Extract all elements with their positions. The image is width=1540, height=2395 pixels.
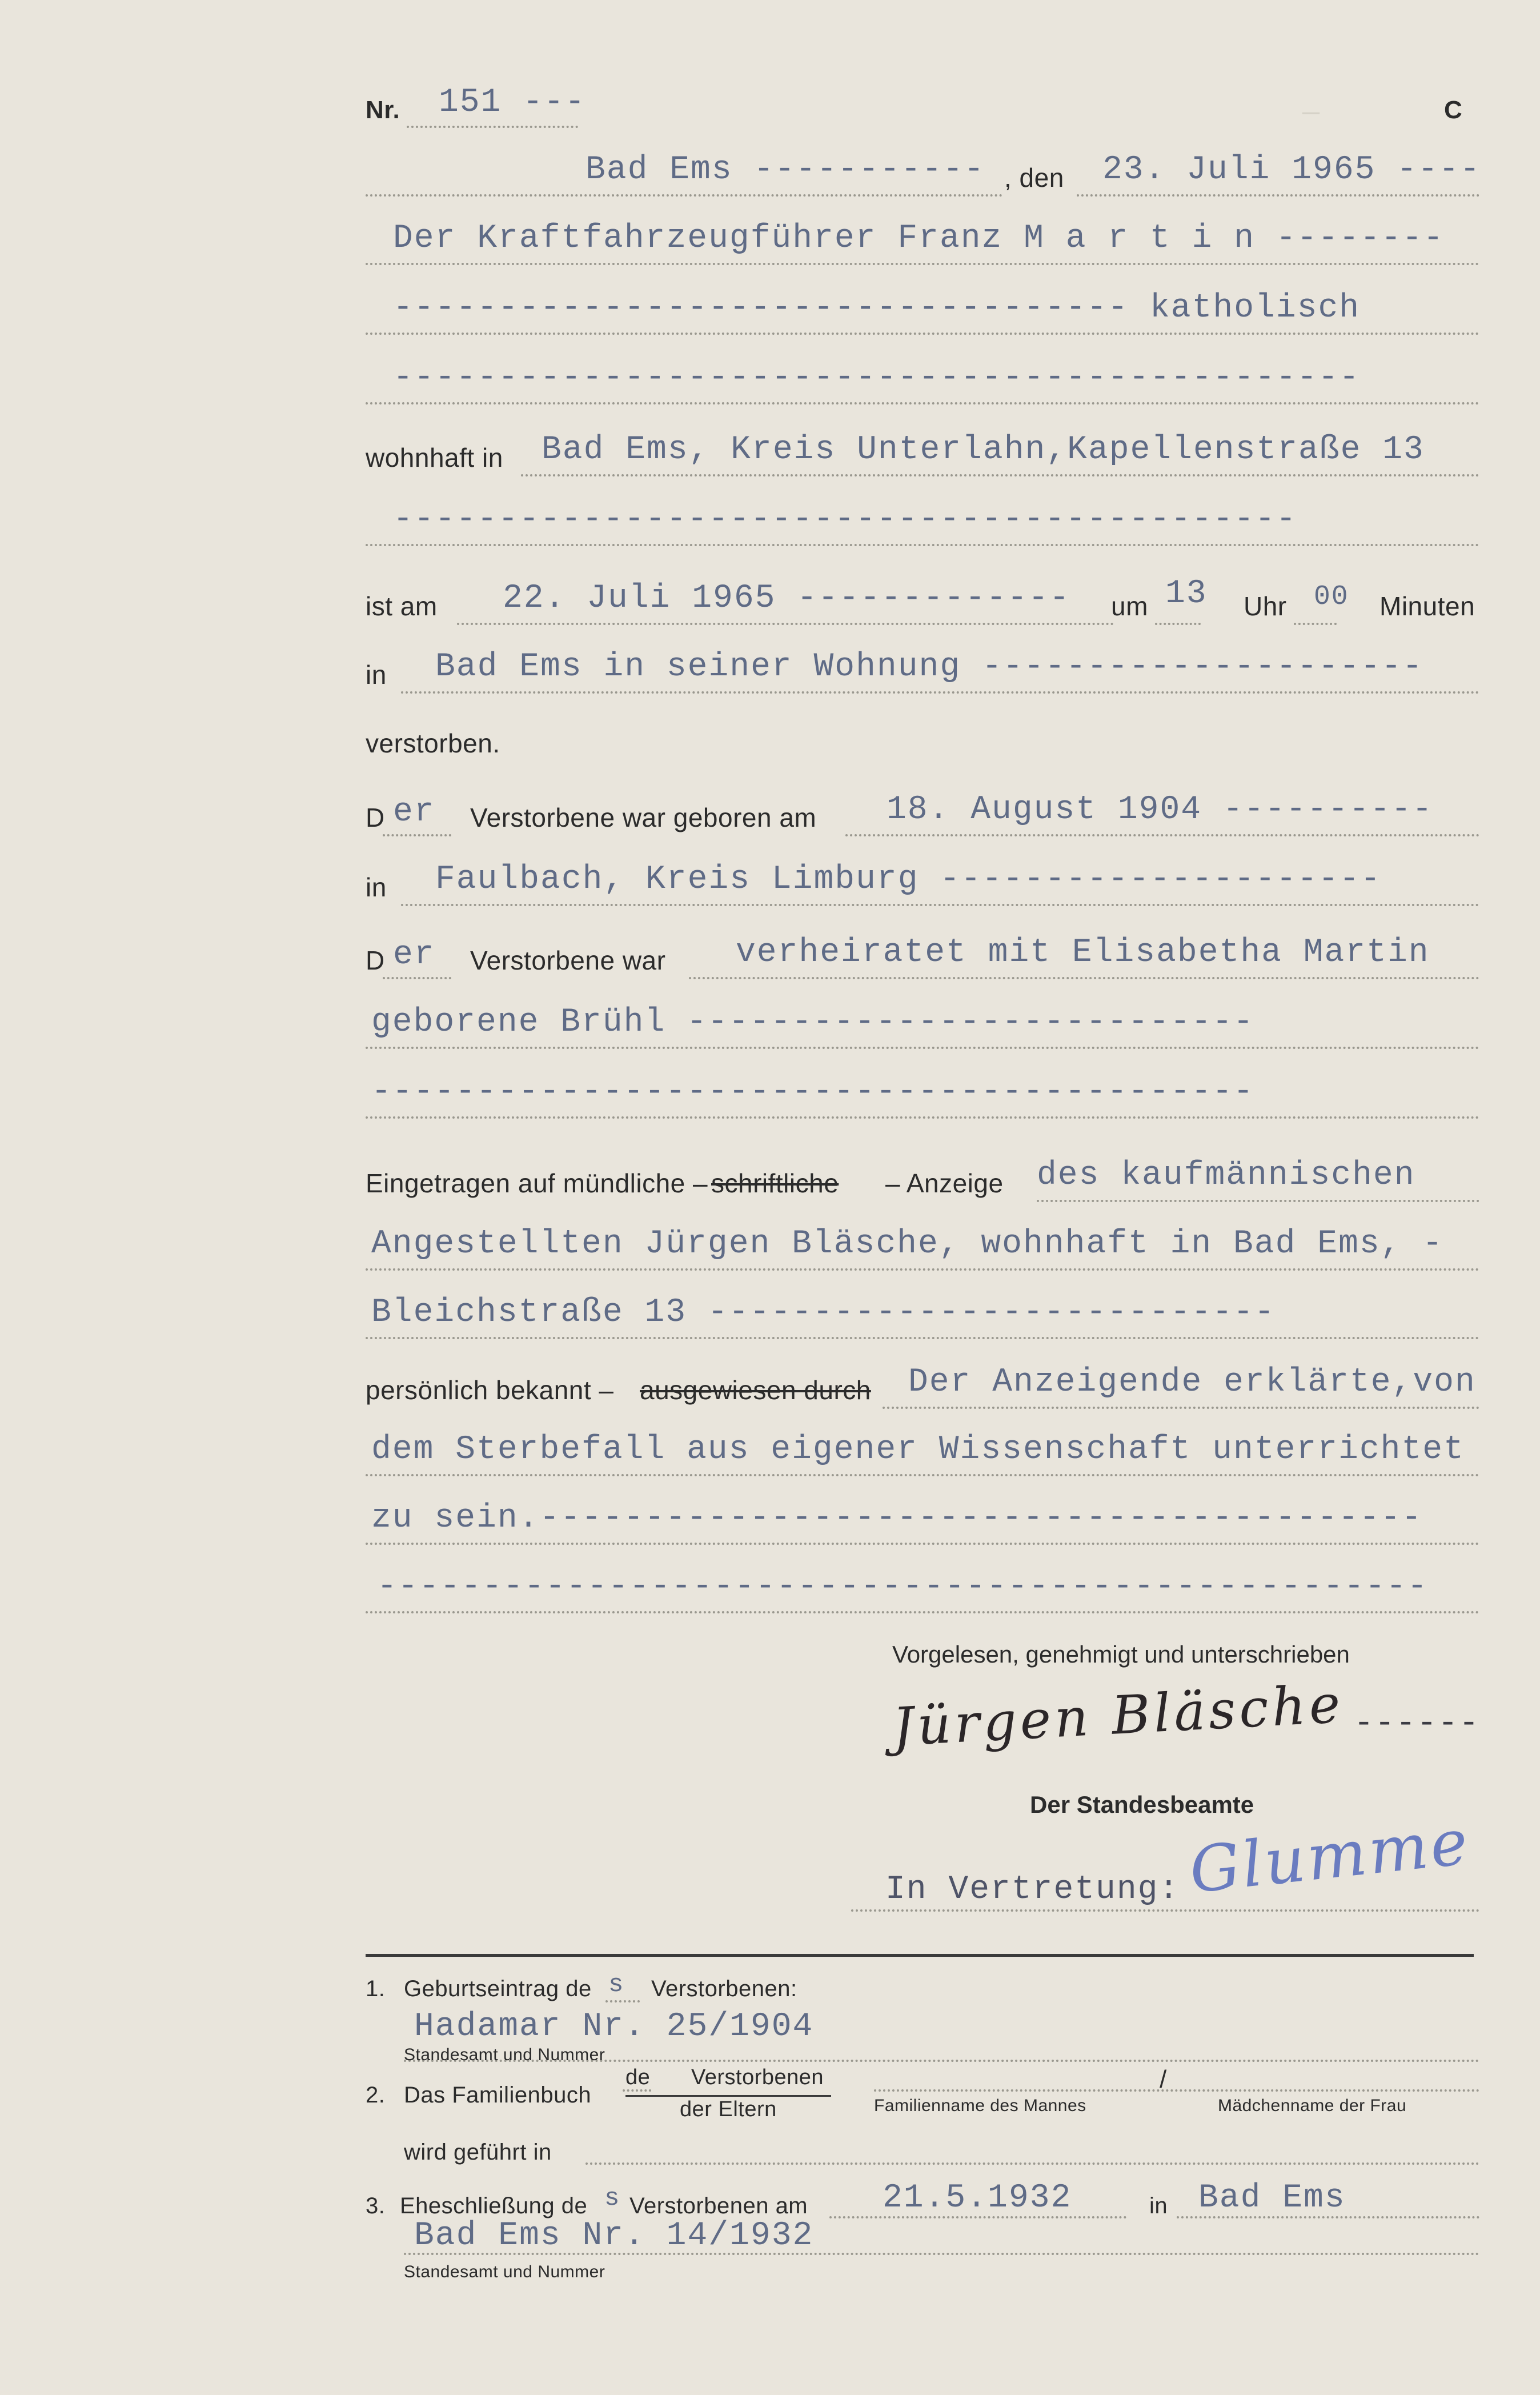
nr-label: Nr. <box>366 96 400 124</box>
dotted-line <box>401 904 1479 906</box>
dotted-line <box>605 2000 640 2002</box>
minuten-label: Minuten <box>1379 591 1475 621</box>
known-label: persönlich bekannt – <box>366 1375 614 1405</box>
verstorben-row <box>366 714 1479 766</box>
d-label: D <box>366 803 385 832</box>
in-label: in <box>1149 2193 1168 2218</box>
informant-signature: Jürgen Bläsche <box>891 1673 1345 1758</box>
dotted-line <box>689 977 1479 979</box>
date-value: 23. Juli 1965 ---- <box>1102 151 1481 189</box>
dotted-line <box>1037 1200 1479 1202</box>
official-signature: Glumme <box>1186 1805 1473 1907</box>
dotted-line <box>874 2089 1479 2092</box>
husband-name-label: Familienname des Mannes <box>874 2096 1086 2115</box>
informant-line-3: Bleichstraße 13 --------------------------- <box>371 1294 1276 1331</box>
statement-line-3: zu sein.------------------------------------------ <box>371 1500 1423 1537</box>
informant-line-2: Angestellten Jürgen Bläsche, wohnhaft in Bad Ems, - <box>371 1225 1444 1263</box>
article-fill: s <box>604 2184 621 2213</box>
person-line-3 <box>366 357 1479 408</box>
death-time-row <box>366 577 1479 628</box>
death-minutes: 00 <box>1314 582 1349 612</box>
marital-blank: ------------------------------------------ <box>371 1074 1254 1111</box>
birth-date: 18. August 1904 ---------- <box>887 791 1433 828</box>
um-label: um <box>1111 591 1148 621</box>
dotted-line <box>366 1337 1479 1339</box>
marriage-registry-value: Bad Ems Nr. 14/1932 <box>414 2217 814 2254</box>
informant-signature-row <box>880 1673 1480 1783</box>
dotted-line <box>521 474 1479 476</box>
statement-line-2: dem Sterbefall aus eigener Wissenschaft unterrichtet <box>371 1431 1465 1468</box>
dotted-line <box>366 1116 1479 1119</box>
dotted-line <box>457 623 1114 625</box>
section-divider <box>366 1954 1474 1957</box>
registry-office-label: Standesamt und Nummer <box>404 2045 605 2064</box>
in-label: in <box>366 872 387 902</box>
marriage-date: 21.5.1932 <box>883 2180 1072 2217</box>
dotted-line <box>366 1474 1479 1476</box>
person-line-2 <box>366 287 1479 338</box>
residence-blank: ------------------------------------------- <box>393 501 1297 538</box>
dotted-line <box>366 333 1479 335</box>
dotted-line <box>366 402 1479 404</box>
date-dotted-line <box>1077 194 1479 197</box>
birth-place: Faulbach, Kreis Limburg --------------------- <box>435 861 1382 898</box>
statement-row-4 <box>366 1565 1479 1617</box>
marital-row <box>366 931 1479 983</box>
fraction-line <box>625 2095 831 2097</box>
article-fill: s <box>608 1971 625 1999</box>
dotted-line <box>1294 623 1337 625</box>
fraction-bottom: der Eltern <box>680 2097 777 2121</box>
dotted-line <box>366 1543 1479 1545</box>
dotted-line <box>366 544 1479 546</box>
registration-row <box>366 1154 1479 1205</box>
registration-label-b: – Anzeige <box>885 1168 1004 1198</box>
birth-date-row <box>366 788 1479 840</box>
article-fill: er <box>393 794 435 831</box>
dotted-line <box>585 2162 1479 2165</box>
article-fill: er <box>393 936 435 974</box>
dotted-line <box>401 691 1479 694</box>
death-place-row <box>366 646 1479 697</box>
registry-office-label: Standesamt und Nummer <box>404 2262 605 2281</box>
dotted-line <box>851 1909 1479 1912</box>
informant-row-3 <box>366 1291 1479 1343</box>
marital-row-2 <box>366 1001 1479 1052</box>
dotted-line <box>845 834 1479 836</box>
marital-row-3 <box>366 1071 1479 1122</box>
death-date: 22. Juli 1965 ------------- <box>503 580 1070 617</box>
marital-value: verheiratet mit Elisabetha Martin <box>736 934 1430 971</box>
statement-row-2 <box>366 1428 1479 1480</box>
note-2 <box>366 2065 1479 2128</box>
read-approved-label: Vorgelesen, genehmigt und unterschrieben <box>892 1641 1350 1668</box>
residence-row <box>366 428 1479 480</box>
kept-in-label: wird geführt in <box>404 2140 552 2165</box>
dotted-line <box>883 1407 1479 1409</box>
family-book-label: Das Familienbuch <box>404 2082 592 2108</box>
family-book-location-row <box>366 2134 1479 2174</box>
birth-place-row <box>366 858 1479 910</box>
registration-label-a: Eingetragen auf mündliche – <box>366 1168 708 1198</box>
born-label: Verstorbene war geboren am <box>470 803 817 832</box>
person-religion: ----------------------------------- katholisch <box>393 290 1361 327</box>
known-strike: ausgewiesen durch <box>640 1375 871 1405</box>
marriage-label-a: Eheschließung de <box>400 2193 588 2218</box>
informant-line-1: des kaufmännischen <box>1037 1157 1415 1194</box>
dotted-line <box>366 263 1479 265</box>
entry-number-row <box>366 80 1479 131</box>
birth-entry-value: Hadamar Nr. 25/1904 <box>414 2008 814 2045</box>
note-number: 1. <box>366 1976 386 2001</box>
ist-am-label: ist am <box>366 591 438 621</box>
name-separator: / <box>1160 2065 1167 2093</box>
fraction-top-b: Verstorbenen <box>691 2065 824 2089</box>
dotted-line <box>383 834 451 836</box>
marital-label: Verstorbene war <box>470 946 666 975</box>
nr-value: 151 --- <box>439 84 586 121</box>
note-number: 2. <box>366 2082 386 2108</box>
spouse-maiden-name: geborene Brühl --------------------------- <box>371 1004 1254 1041</box>
wife-maiden-name-label: Mädchenname der Frau <box>1218 2096 1407 2115</box>
person-blank: ---------------------------------------------- <box>393 359 1361 397</box>
person-line-1 <box>366 217 1479 269</box>
wohnhaft-label: wohnhaft in <box>366 443 503 472</box>
informant-row-2 <box>366 1223 1479 1274</box>
official-label: Der Standesbeamte <box>1030 1791 1254 1818</box>
bleed-through-text: — <box>1302 97 1320 130</box>
birth-entry-label-a: Geburtseintrag de <box>404 1976 592 2001</box>
residence-address: Bad Ems, Kreis Unterlahn,Kapellenstraße 13 <box>542 431 1425 468</box>
fraction-top-a: de <box>625 2065 651 2089</box>
marriage-label-b: Verstorbenen am <box>629 2193 808 2218</box>
registration-label-strike: schriftliche <box>711 1168 839 1198</box>
birth-entry-label-b: Verstorbenen: <box>651 1976 797 2001</box>
residence-row-2 <box>366 498 1479 550</box>
death-hour: 13 <box>1165 575 1208 612</box>
place-dotted-line <box>366 194 1002 197</box>
statement-row-3 <box>366 1497 1479 1548</box>
place-value: Bad Ems ----------- <box>585 151 985 189</box>
deputy-label: In Vertretung: <box>885 1871 1180 1908</box>
den-label: , den <box>1004 163 1064 193</box>
person-name: Der Kraftfahrzeugführer Franz M a r t i n -------- <box>393 220 1445 257</box>
note-number: 3. <box>366 2193 386 2218</box>
dotted-line <box>366 1611 1479 1613</box>
dotted-line <box>1155 623 1201 625</box>
d-label: D <box>366 946 385 975</box>
nr-dotted-line <box>407 126 578 128</box>
deputy-row <box>851 1805 1508 1931</box>
identification-row <box>366 1361 1479 1412</box>
statement-line-4: -------------------------------------------------- <box>377 1568 1429 1605</box>
register-letter: C <box>1444 96 1463 124</box>
in-label: in <box>366 660 387 690</box>
death-place: Bad Ems in seiner Wohnung --------------------- <box>435 648 1423 686</box>
dotted-line <box>366 1047 1479 1049</box>
verstorben-label: verstorben. <box>366 728 500 758</box>
dotted-line <box>383 977 451 979</box>
statement-line-1: Der Anzeigende erklärte,von <box>908 1364 1476 1401</box>
place-date-row <box>366 149 1479 200</box>
marriage-place: Bad Ems <box>1198 2180 1346 2217</box>
informant-signature-dashes: ------ <box>1354 1705 1480 1743</box>
uhr-label: Uhr <box>1244 591 1287 621</box>
dotted-line <box>366 1268 1479 1271</box>
